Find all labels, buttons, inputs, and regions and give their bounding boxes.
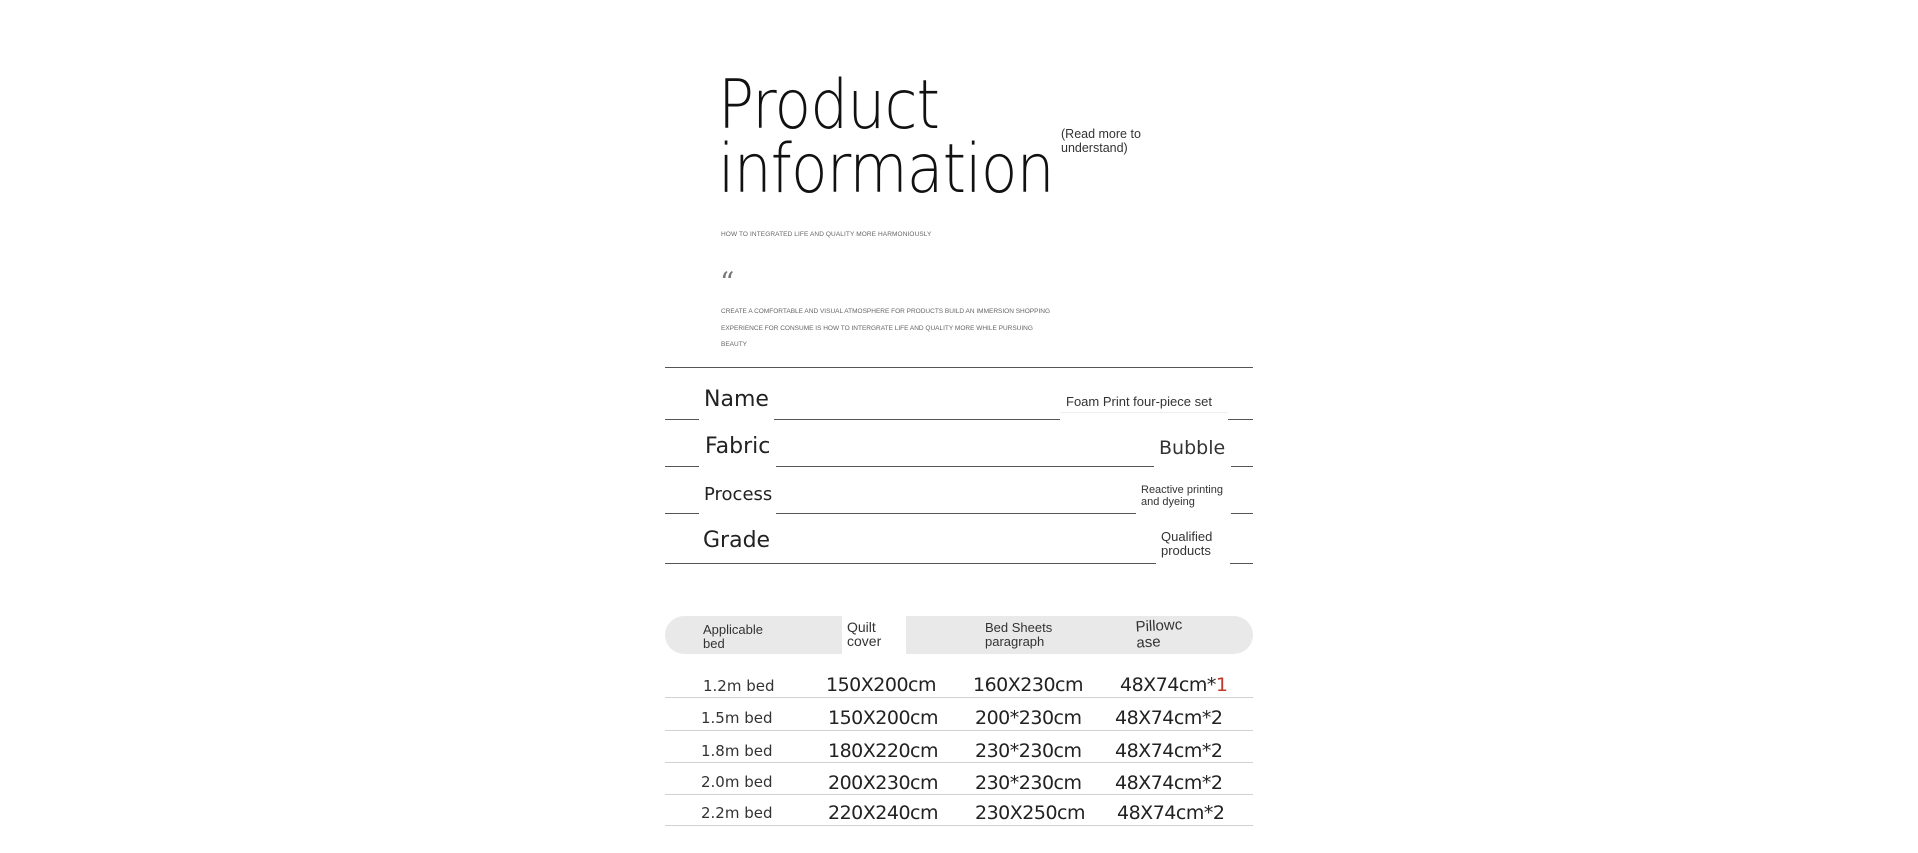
name-rule-left: [665, 419, 699, 420]
row-divider: [665, 794, 1253, 795]
quilt-size-row-2: 150X200cm: [828, 707, 939, 729]
process-rule-right: [1231, 513, 1253, 514]
bed-size-row-1: 1.2m bed: [703, 677, 775, 695]
sheet-size-row-2: 200*230cm: [975, 707, 1082, 729]
title-line-2: information: [718, 130, 1054, 209]
grade-rule-right: [1230, 563, 1253, 564]
header-quilt-cover: Quilt cover: [847, 619, 882, 649]
pillow-qty-highlight: 1: [1215, 674, 1228, 696]
pillow-size-row-1: [1120, 674, 1227, 696]
fabric-rule-right: [1231, 466, 1253, 467]
quilt-size-row-5: 220X240cm: [828, 802, 939, 824]
fabric-rule-mid: [776, 466, 1154, 467]
grade-rule-left: [665, 563, 1156, 564]
top-divider: [665, 367, 1253, 368]
fabric-value: Bubble: [1159, 437, 1226, 459]
pillow-size-row-4: 48X74cm*2: [1115, 772, 1223, 794]
grade-label: Grade: [703, 528, 771, 553]
quilt-size-row-3: 180X220cm: [828, 740, 939, 762]
pillow-size-row-5: 48X74cm*2: [1117, 802, 1225, 824]
quote-icon: “: [720, 266, 735, 299]
pillow-size-text: 48X74cm*: [1120, 674, 1216, 696]
description: CREATE A COMFORTABLE AND VISUAL ATMOSPHERE FOR PRODUCTS BUILD AN IMMERSION SHOPPING EXPERIENCE FOR CONSUME IS HOW TO INTERGRATE LIFE AND QUALITY MORE WHILE PURSUING BEAUTY: [721, 308, 1051, 348]
pillow-size-row-3: 48X74cm*2: [1115, 740, 1223, 762]
name-value: Foam Print four-piece set: [1066, 394, 1212, 409]
row-divider: [665, 762, 1253, 763]
sheet-size-row-1: 160X230cm: [973, 674, 1084, 696]
row-divider: [665, 730, 1253, 731]
bed-size-row-4: 2.0m bed: [701, 773, 773, 791]
header-pillowcase: Pillowc ase: [1135, 616, 1183, 652]
process-value: Reactive printing and dyeing: [1141, 484, 1223, 508]
name-label: Name: [704, 387, 769, 412]
bed-size-row-5: 2.2m bed: [701, 804, 773, 822]
name-value-underline: [1060, 412, 1228, 413]
page-title: [718, 66, 1054, 209]
bed-size-row-2: 1.5m bed: [701, 709, 773, 727]
process-rule-mid: [776, 513, 1136, 514]
grade-value: Qualified products: [1161, 529, 1213, 558]
sheet-size-row-4: 230*230cm: [975, 772, 1082, 794]
quilt-size-row-1: 150X200cm: [826, 674, 937, 696]
fabric-rule-left: [665, 466, 699, 467]
read-more-text: (Read more to understand): [1061, 127, 1141, 155]
subtitle: HOW TO INTEGRATED LIFE AND QUALITY MORE HARMONIOUSLY: [721, 231, 932, 238]
title-line-1: Product: [718, 66, 940, 145]
name-rule-mid: [774, 419, 1060, 420]
pillow-size-row-2: 48X74cm*2: [1115, 707, 1223, 729]
row-divider: [665, 825, 1253, 826]
bed-size-row-3: 1.8m bed: [701, 742, 773, 760]
sheet-size-row-5: 230X250cm: [975, 802, 1086, 824]
process-rule-left: [665, 513, 699, 514]
quilt-size-row-4: 200X230cm: [828, 772, 939, 794]
process-label: Process: [704, 484, 773, 505]
fabric-label: Fabric: [705, 434, 771, 459]
sheet-size-row-3: 230*230cm: [975, 740, 1082, 762]
header-applicable-bed: Applicable bed: [703, 622, 763, 651]
name-rule-right: [1228, 419, 1253, 420]
row-divider: [665, 697, 1253, 698]
header-bed-sheets: Bed Sheets paragraph: [985, 620, 1053, 649]
